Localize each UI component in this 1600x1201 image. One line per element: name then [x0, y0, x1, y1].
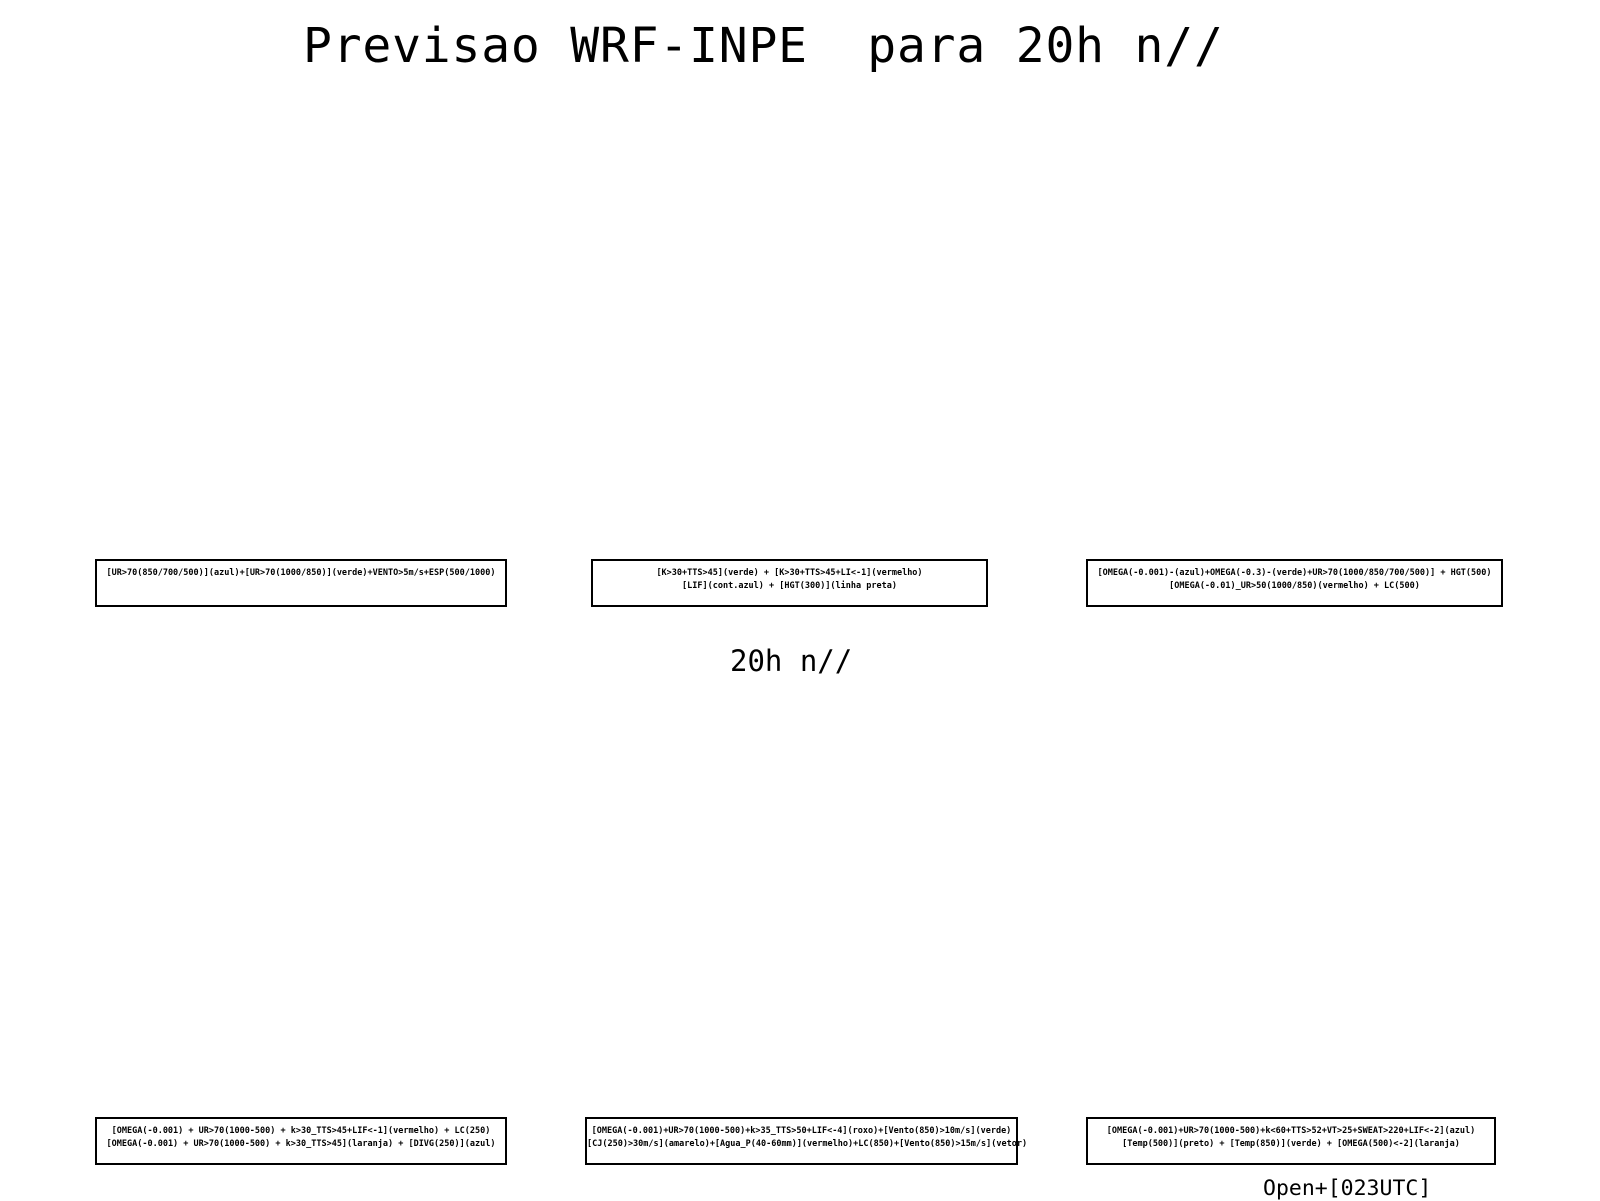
- legend-line: [UR>70(850/700/500)](azul)+[UR>70(1000/850)](verde)+VENTO>5m/s+ESP(500/1000): [106, 568, 496, 578]
- center-caption: 20h n//: [730, 644, 853, 678]
- legend-box-bottom-left: [95, 1117, 507, 1165]
- legend-line: [OMEGA(-0.001)-(azul)+OMEGA(-0.3)-(verde)+UR>70(1000/850/700/500)] + HGT(500): [1097, 568, 1492, 578]
- legend-line: [OMEGA(-0.01)_UR>50(1000/850)(vermelho) + LC(500): [1169, 581, 1420, 591]
- plot-title: Previsao WRF-INPE para 20h n//: [303, 18, 1224, 74]
- legend-box-bottom-right: [1086, 1117, 1496, 1165]
- footer-timestamp: Open+[023UTC]: [1263, 1176, 1432, 1201]
- legend-line: [K>30+TTS>45](verde) + [K>30+TTS>45+LI<-1](vermelho): [656, 568, 923, 578]
- legend-line: [OMEGA(-0.001)+UR>70(1000-500)+k>35_TTS>50+LIF<-4](roxo)+[Vento(850)>10m/s](verde): [591, 1126, 1012, 1136]
- legend-line: [OMEGA(-0.001)+UR>70(1000-500)+k<60+TTS>52+VT>25+SWEAT>220+LIF<-2](azul): [1106, 1126, 1476, 1136]
- legend-box-bottom-center: [585, 1117, 1028, 1165]
- legend-line: [OMEGA(-0.001) + UR>70(1000-500) + k>30_TTS>45](laranja) + [DIVG(250)](azul): [106, 1139, 496, 1149]
- legend-line: [LIF](cont.azul) + [HGT(300)](linha preta): [682, 581, 897, 591]
- legend-line: [OMEGA(-0.001) + UR>70(1000-500) + k>30_TTS>45+LIF<-1](vermelho) + LC(250): [111, 1126, 491, 1136]
- legend-box-top-right: [1086, 559, 1503, 607]
- legend-line: [Temp(500)](preto) + [Temp(850)](verde) + [OMEGA(500)<-2](laranja): [1122, 1139, 1460, 1149]
- legend-box-top-left: [95, 559, 507, 607]
- legend-line: [CJ(250)>30m/s](amarelo)+[Agua_P(40-60mm)](vermelho)+LC(850)+[Vento(850)>15m/s](vetor): [587, 1139, 1028, 1149]
- legend-box-top-center: [591, 559, 988, 607]
